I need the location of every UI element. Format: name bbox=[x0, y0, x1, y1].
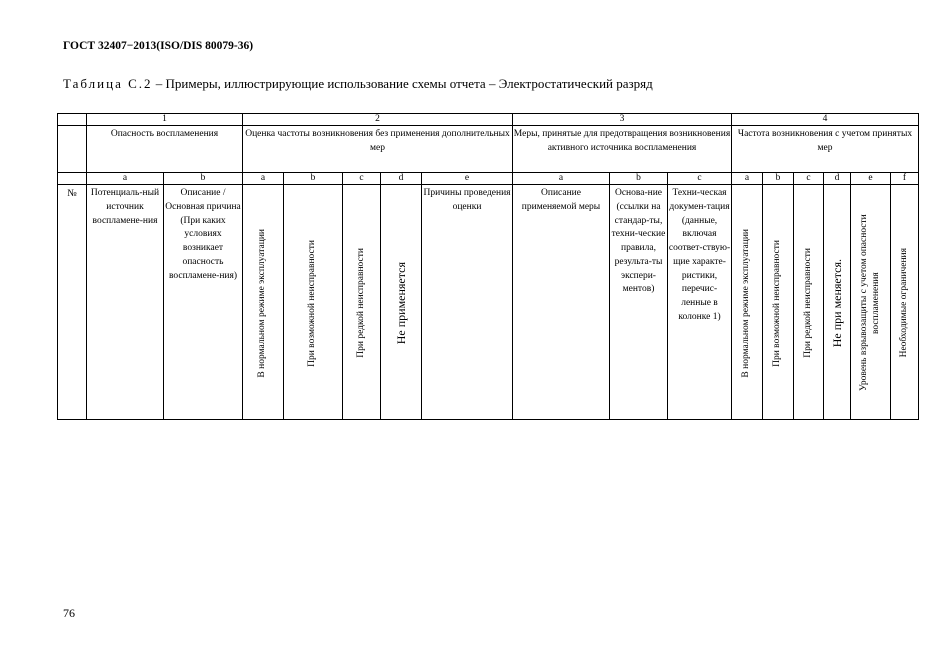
col-letter: b bbox=[763, 173, 794, 185]
table-caption bbox=[63, 76, 653, 92]
freq-after-possible-fault-cell bbox=[763, 185, 794, 420]
page-number: 76 bbox=[63, 606, 75, 620]
group-number-row bbox=[58, 114, 919, 126]
table-caption-text: – Примеры, иллюстрирующие использование схемы отчета – Электростатический разряд bbox=[152, 76, 653, 91]
col-letter: b bbox=[284, 173, 343, 185]
row-number-cell: № bbox=[58, 185, 87, 420]
freq-possible-fault-text: При возможной неисправности bbox=[307, 239, 318, 367]
col-letter: c bbox=[794, 173, 824, 185]
table-caption-label: Таблица С.2 bbox=[63, 76, 153, 91]
measure-description-cell: Описание применяемой меры bbox=[513, 185, 610, 420]
corner-cell bbox=[58, 114, 87, 126]
group-number-3: 3 bbox=[513, 114, 732, 126]
col-letter: c bbox=[668, 173, 732, 185]
basis-cell: Основа-ние (ссылки на стандар-ты, техни-ческие правила, результа-ты экспери-ментов) bbox=[610, 185, 668, 420]
group-name-1: Опасность воспламенения bbox=[87, 126, 243, 173]
col-letter: a bbox=[732, 173, 763, 185]
description-cell: Описание / Основная причина (При каких условиях возникает опасность воспламене-ния) bbox=[164, 185, 243, 420]
does-not-change-text: Не при меняется. bbox=[829, 258, 844, 348]
freq-after-rare-fault-cell bbox=[794, 185, 824, 420]
freq-after-normal-cell bbox=[732, 185, 763, 420]
protection-level-cell bbox=[851, 185, 891, 420]
freq-rare-fault-text: При редкой неисправности bbox=[355, 248, 366, 358]
technical-documentation-cell: Техни-ческая докумен-тация (данные, включая соответ-ствую-щие характе-ристики, перечис-ленные в колонке 1) bbox=[668, 185, 732, 420]
corner-cell bbox=[58, 126, 87, 173]
group-number-1: 1 bbox=[87, 114, 243, 126]
col-letter: b bbox=[164, 173, 243, 185]
col-letter: f bbox=[891, 173, 919, 185]
freq-normal-cell bbox=[243, 185, 284, 420]
col-letter: e bbox=[422, 173, 513, 185]
freq-after-normal-text: В нормальном режиме эксплуатации bbox=[741, 228, 752, 378]
freq-normal-text: В нормальном режиме эксплуатации bbox=[257, 228, 268, 378]
col-letter: a bbox=[243, 173, 284, 185]
group-name-row bbox=[58, 126, 919, 173]
col-letter: b bbox=[610, 173, 668, 185]
restrictions-text: Необходимые ограничения bbox=[898, 248, 909, 358]
group-name-2: Оценка частоты возникновения без применения дополнительных мер bbox=[243, 126, 513, 173]
corner-cell bbox=[58, 173, 87, 185]
report-scheme-table bbox=[57, 113, 919, 420]
not-applicable-text: Не применяется bbox=[393, 261, 408, 345]
not-applicable-cell bbox=[381, 185, 422, 420]
col-letter: d bbox=[824, 173, 851, 185]
restrictions-cell bbox=[891, 185, 919, 420]
freq-after-possible-fault-text: При возможной неисправности bbox=[772, 239, 783, 367]
group-number-2: 2 bbox=[243, 114, 513, 126]
col-letter: e bbox=[851, 173, 891, 185]
table-row bbox=[58, 185, 919, 420]
group-number-4: 4 bbox=[732, 114, 919, 126]
group-name-3: Меры, принятые для предотвращения возникновения активного источника воспламенения bbox=[513, 126, 732, 173]
col-letter: c bbox=[343, 173, 381, 185]
freq-rare-fault-cell bbox=[343, 185, 381, 420]
protection-level-text: Уровень взрывозащиты с учетом опасности воспламенения bbox=[858, 214, 881, 392]
standard-designation: ГОСТ 32407−2013(ISO/DIS 80079-36) bbox=[63, 40, 254, 52]
freq-after-rare-fault-text: При редкой неисправности bbox=[802, 248, 813, 358]
col-letter: d bbox=[381, 173, 422, 185]
assessment-reasons-cell: Причины проведения оценки bbox=[422, 185, 513, 420]
column-letter-row bbox=[58, 173, 919, 185]
ignition-source-cell: Потенциаль-ный источник воспламене-ния bbox=[87, 185, 164, 420]
freq-possible-fault-cell bbox=[284, 185, 343, 420]
does-not-change-cell bbox=[824, 185, 851, 420]
group-name-4: Частота возникновения с учетом принятых мер bbox=[732, 126, 919, 173]
col-letter: a bbox=[87, 173, 164, 185]
col-letter: a bbox=[513, 173, 610, 185]
